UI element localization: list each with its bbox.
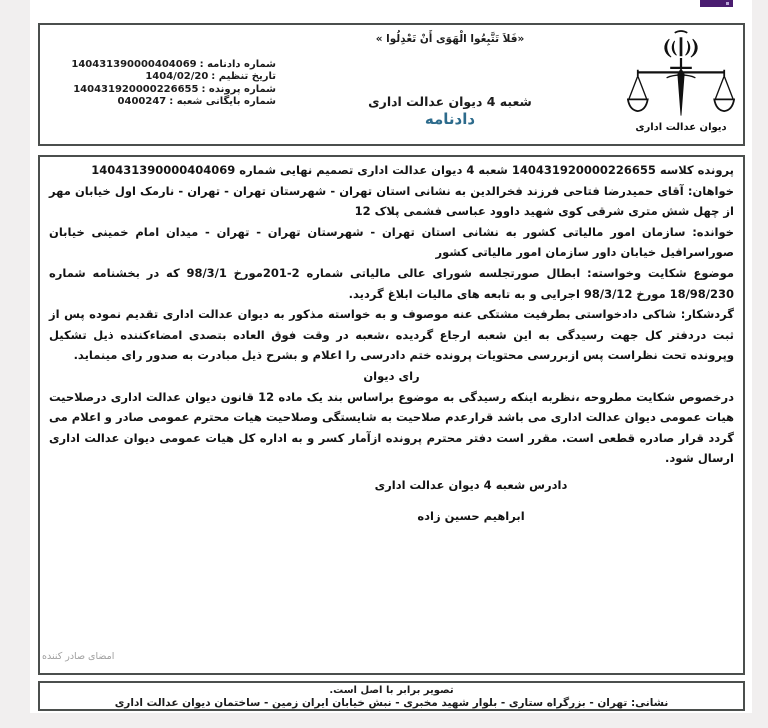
plaintiff-paragraph: خواهان: آقای حمیدرضا فتاحی فرزند فخرالدین به نشانی استان تهران - شهرستان تهران - تهران - نارمک اول خیابان مهر از چهل شش متری شرقی کوی شهید داوود عباسی فشمی پلاک 12: [49, 183, 734, 219]
judgment-number-row: [58, 59, 276, 71]
quran-verse: «فَلاَ تَتَّبِعُوا الْهَوَی أَنْ تَعْدِلُوا »: [375, 33, 525, 45]
court-logo: [624, 29, 738, 133]
defendant-paragraph: خوانده: سازمان امور مالیاتی کشور به نشانی استان تهران - شهرستان تهران - تهران - میدان امام خمینی خیابان صوراسرافیل خیابان داور سازمان امور مالیاتی کشور: [49, 224, 734, 260]
issue-date-value: 1404/02/20: [145, 71, 209, 83]
document-title: دادنامه: [424, 110, 476, 128]
case-numbers-block: [58, 59, 276, 109]
certified-copy-line: تصویر برابر با اصل است.: [329, 685, 454, 696]
document-footer: [38, 681, 745, 711]
archive-number-value: 0400247: [117, 96, 167, 108]
subject-paragraph: موضوع شکایت وخواسته: ابطال صورتجلسه شورای عالی مالیاتی شماره 2-201مورخ 98/3/1 که در بخشنامه شماره 18/98/230 مورخ 98/3/12 اجرایی و به تابعه های مالیات ابلاغ گردید.: [49, 265, 734, 301]
judge-name: ابراهیم حسین زاده: [417, 508, 525, 523]
issuer-signature-watermark: امضای صادر کننده: [42, 651, 115, 662]
case-number-row: [58, 84, 276, 96]
document-header: [38, 23, 745, 146]
logo-caption: دیوان عدالت اداری: [635, 122, 727, 133]
issue-date-row: [58, 71, 276, 83]
issue-date-label: تاریخ تنظیم :: [211, 71, 276, 83]
archive-number-row: [58, 96, 276, 108]
scales-of-justice-icon: [624, 29, 738, 123]
archive-number-label: شماره بایگانی شعبه :: [169, 96, 276, 108]
case-class-line: پرونده کلاسه 140431920000226655 شعبه 4 دیوان عدالت اداری تصمیم نهایی شماره 140431390000404069: [91, 163, 734, 177]
verdict-heading: رای دیوان: [363, 368, 420, 383]
verdict-paragraph: درخصوص شکایت مطروحه ،نظربه اینکه رسیدگی به موضوع براساس بند یک ماده 12 قانون دیوان عدالت اداری درصلاحیت هیات عمومی دیوان عدالت اداری می باشد قرارعدم صلاحیت به شایستگی وصلاحیت هیات محترم عمومی صادر و اعلام می گردد قرار صادره قطعی است. مقرر است دفتر محترم پرونده ازآمار کسر و به اداره کل هیات عمومی دیوان عدالت اداری ارسال شود.: [49, 389, 734, 466]
browser-fragment: [700, 0, 733, 7]
document-body: [38, 155, 745, 675]
case-number-label: شماره پرونده :: [201, 83, 276, 95]
body-text: [40, 157, 743, 673]
browser-fragment-dot: [726, 2, 729, 5]
signature-block: [306, 475, 636, 526]
branch-title: شعبه 4 دیوان عدالت اداری: [368, 94, 532, 109]
proceedings-paragraph: گردشکار: شاکی دادخواستی بطرفیت مشتکی عنه موصوف و به خواسته مذکور به دیوان عدالت اداری تقدیم نموده پس از ثبت دردفتر کل جهت رسیدگی به این شعبه ارجاع گردیده ،شعبه در وقت فوق العاده بتصدی امضاءکننده ذیل تشکیل وپرونده تحت نظراست پس ازبررسی محتویات پرونده ختم دادرسی را اعلام و بشرح ذیل مبادرت به صدور رای مینماید.: [49, 307, 734, 363]
judgment-number-label: شماره دادنامه :: [199, 59, 276, 70]
case-number-value: 140431920000226655: [73, 83, 199, 95]
court-address-line: نشانی: تهران - بزرگراه ستاری - بلوار شهید مخبری - نبش خیابان ایران زمین - ساختمان دیوان عدالت اداری: [114, 697, 669, 709]
judge-title: دادرس شعبه 4 دیوان عدالت اداری: [374, 477, 568, 492]
judgment-number-value: 140431390000404069: [71, 59, 197, 70]
